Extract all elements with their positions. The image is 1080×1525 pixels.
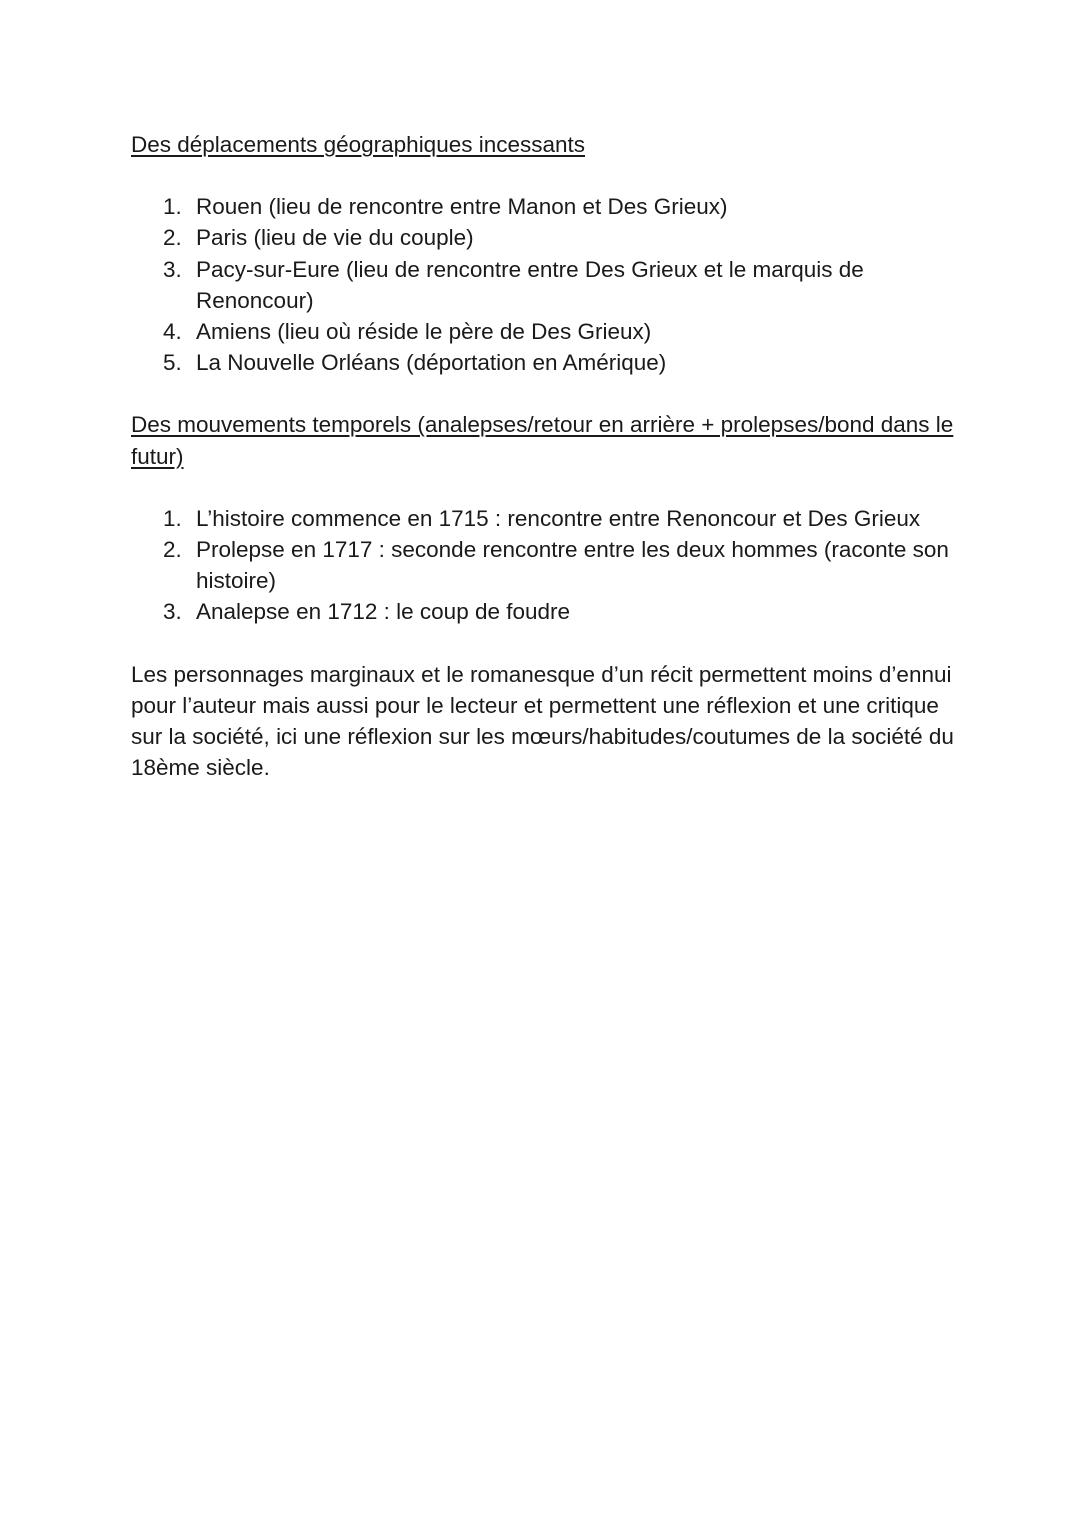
list-item-text: Rouen (lieu de rencontre entre Manon et Des Grieux) [196,194,728,220]
conclusion-paragraph: Les personnages marginaux et le romanesque d’un récit permettent moins d’ennui pour l’auteur mais aussi pour le lecteur et permettent une réflexion et une critique sur la société, ici une réflexion sur les mœurs/habitudes/coutumes de la société du 18ème siècle. [131,661,954,781]
list-item-number: 3. [163,256,182,282]
list-item-number: 3. [163,599,182,625]
list-item-number: 4. [163,319,182,345]
list-item [131,596,961,627]
list-item [131,347,961,378]
list-item-number: 1. [163,194,182,220]
list-item-number: 5. [163,350,182,376]
list-item-text: La Nouvelle Orléans (déportation en Amérique) [196,350,667,376]
temporal-list [131,503,961,628]
list-item [131,222,961,253]
section-heading-temporal: Des mouvements temporels (analepses/retour en arrière + prolepses/bond dans le futur) [131,412,954,469]
list-item-number: 2. [163,537,182,563]
list-item-text: Analepse en 1712 : le coup de foudre [196,599,571,625]
list-item [131,191,961,222]
list-item-text: Pacy-sur-Eure (lieu de rencontre entre Des Grieux et le marquis de Renoncour) [196,256,864,313]
list-item [131,503,961,534]
section-heading-geographic: Des déplacements géographiques incessants [131,132,586,157]
list-item [131,254,961,316]
list-item-text: Amiens (lieu où réside le père de Des Grieux) [196,319,652,345]
list-item [131,316,961,347]
list-item-text: L’histoire commence en 1715 : rencontre entre Renoncour et Des Grieux [196,505,921,531]
list-item [131,534,961,596]
list-item-text: Paris (lieu de vie du couple) [196,225,474,251]
list-item-number: 1. [163,505,182,531]
list-item-number: 2. [163,225,182,251]
geographic-list [131,191,961,378]
list-item-text: Prolepse en 1717 : seconde rencontre entre les deux hommes (raconte son histoire) [196,537,949,594]
document-body [131,129,961,783]
